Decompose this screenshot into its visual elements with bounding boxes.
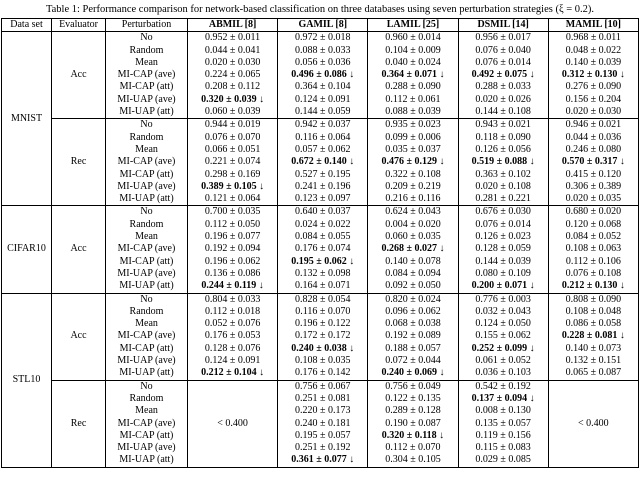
perturbation-label: MI-UAP (att) [106, 454, 188, 467]
value-cell: 0.268 ± 0.027 ↓ [368, 243, 458, 255]
value-cell: 0.116 ± 0.070 [278, 306, 368, 318]
value-cell: 0.135 ± 0.057 [458, 418, 548, 430]
value-cell: 0.190 ± 0.087 [368, 418, 458, 430]
value-cell: 0.096 ± 0.062 [368, 306, 458, 318]
value-cell: 0.943 ± 0.021 [458, 119, 548, 132]
value-cell: 0.144 ± 0.039 [458, 256, 548, 268]
value-cell: 0.061 ± 0.052 [458, 355, 548, 367]
value-cell: 0.156 ± 0.204 [548, 94, 638, 106]
value-cell: 0.240 ± 0.038 ↓ [278, 343, 368, 355]
perturbation-label: MI-CAP (ave) [106, 418, 188, 430]
value-cell: 0.570 ± 0.317 ↓ [548, 156, 638, 168]
perturbation-label: Mean [106, 318, 188, 330]
value-cell: 0.519 ± 0.088 ↓ [458, 156, 548, 168]
value-cell: 0.942 ± 0.037 [278, 119, 368, 132]
column-header: DSMIL [14] [458, 19, 548, 32]
value-cell: 0.115 ± 0.083 [458, 442, 548, 454]
value-cell: 0.020 ± 0.035 [548, 193, 638, 206]
value-cell: 0.112 ± 0.050 [188, 219, 278, 231]
value-cell: 0.072 ± 0.044 [368, 355, 458, 367]
value-cell: 0.040 ± 0.024 [368, 57, 458, 69]
perturbation-label: MI-UAP (ave) [106, 355, 188, 367]
value-cell: 0.121 ± 0.064 [188, 193, 278, 206]
dataset-label: MNIST [2, 32, 52, 206]
value-cell: 0.155 ± 0.062 [458, 330, 548, 342]
value-cell: 0.065 ± 0.087 [548, 367, 638, 380]
value-cell: 0.195 ± 0.062 ↓ [278, 256, 368, 268]
value-cell: 0.960 ± 0.014 [368, 32, 458, 45]
value-cell: 0.108 ± 0.035 [278, 355, 368, 367]
value-cell: 0.108 ± 0.063 [548, 243, 638, 255]
value-cell: 0.126 ± 0.056 [458, 144, 548, 156]
value-cell: 0.192 ± 0.094 [188, 243, 278, 255]
value-cell: 0.020 ± 0.026 [458, 94, 548, 106]
value-cell: 0.281 ± 0.221 [458, 193, 548, 206]
value-cell: 0.228 ± 0.081 ↓ [548, 330, 638, 342]
value-cell: 0.140 ± 0.073 [548, 343, 638, 355]
value-cell: 0.128 ± 0.076 [188, 343, 278, 355]
perturbation-label: MI-CAP (att) [106, 256, 188, 268]
value-cell: 0.140 ± 0.078 [368, 256, 458, 268]
value-cell: 0.076 ± 0.070 [188, 132, 278, 144]
value-cell: 0.322 ± 0.108 [368, 169, 458, 181]
value-cell: 0.057 ± 0.062 [278, 144, 368, 156]
value-cell: 0.476 ± 0.129 ↓ [368, 156, 458, 168]
value-cell: 0.080 ± 0.109 [458, 268, 548, 280]
perturbation-label: MI-CAP (ave) [106, 243, 188, 255]
value-cell: 0.092 ± 0.050 [368, 280, 458, 293]
value-cell: 0.068 ± 0.038 [368, 318, 458, 330]
value-cell: 0.120 ± 0.068 [548, 219, 638, 231]
perturbation-label: Mean [106, 144, 188, 156]
value-cell: 0.032 ± 0.043 [458, 306, 548, 318]
value-cell: 0.216 ± 0.116 [368, 193, 458, 206]
value-cell: 0.137 ± 0.094 ↓ [458, 393, 548, 405]
value-cell: 0.176 ± 0.142 [278, 367, 368, 380]
value-cell: 0.099 ± 0.006 [368, 132, 458, 144]
value-cell: 0.364 ± 0.104 [278, 81, 368, 93]
value-cell: 0.020 ± 0.030 [188, 57, 278, 69]
value-cell: 0.196 ± 0.077 [188, 231, 278, 243]
value-cell: 0.241 ± 0.196 [278, 181, 368, 193]
perturbation-label: MI-UAP (ave) [106, 181, 188, 193]
value-cell: 0.700 ± 0.035 [188, 206, 278, 219]
value-cell: 0.776 ± 0.003 [458, 293, 548, 306]
value-cell: 0.756 ± 0.049 [368, 380, 458, 393]
value-cell: 0.024 ± 0.022 [278, 219, 368, 231]
column-header: ABMIL [8] [188, 19, 278, 32]
perturbation-label: No [106, 119, 188, 132]
column-header: Evaluator [52, 19, 106, 32]
value-cell: 0.048 ± 0.022 [548, 45, 638, 57]
value-cell: 0.035 ± 0.037 [368, 144, 458, 156]
value-cell: 0.496 ± 0.086 ↓ [278, 69, 368, 81]
value-cell: 0.086 ± 0.058 [548, 318, 638, 330]
value-cell: 0.060 ± 0.035 [368, 231, 458, 243]
perturbation-label: Random [106, 45, 188, 57]
value-cell: 0.192 ± 0.089 [368, 330, 458, 342]
value-cell: 0.122 ± 0.135 [368, 393, 458, 405]
value-cell: 0.676 ± 0.030 [458, 206, 548, 219]
value-cell: 0.820 ± 0.024 [368, 293, 458, 306]
value-cell: 0.972 ± 0.018 [278, 32, 368, 45]
value-cell: 0.212 ± 0.104 ↓ [188, 367, 278, 380]
value-cell: 0.828 ± 0.054 [278, 293, 368, 306]
column-header: Perturbation [106, 19, 188, 32]
value-cell: 0.808 ± 0.090 [548, 293, 638, 306]
value-cell: 0.056 ± 0.036 [278, 57, 368, 69]
perturbation-label: MI-UAP (att) [106, 106, 188, 119]
table-header [2, 19, 639, 32]
perturbation-label: No [106, 380, 188, 393]
value-cell: 0.112 ± 0.106 [548, 256, 638, 268]
perturbation-label: MI-UAP (ave) [106, 442, 188, 454]
value-cell: 0.112 ± 0.070 [368, 442, 458, 454]
header-row [2, 19, 639, 32]
table-row [2, 119, 639, 132]
value-cell: 0.680 ± 0.020 [548, 206, 638, 219]
value-cell: 0.672 ± 0.140 ↓ [278, 156, 368, 168]
perturbation-label: MI-CAP (ave) [106, 330, 188, 342]
dataset-label: STL10 [2, 293, 52, 467]
value-cell: 0.252 ± 0.099 ↓ [458, 343, 548, 355]
perturbation-label: MI-UAP (att) [106, 367, 188, 380]
value-cell: 0.251 ± 0.081 [278, 393, 368, 405]
perturbation-label: Random [106, 393, 188, 405]
value-cell: 0.128 ± 0.059 [458, 243, 548, 255]
value-cell: 0.126 ± 0.023 [458, 231, 548, 243]
value-cell: 0.363 ± 0.102 [458, 169, 548, 181]
value-cell: 0.088 ± 0.039 [368, 106, 458, 119]
value-cell: 0.176 ± 0.074 [278, 243, 368, 255]
value-cell: 0.116 ± 0.064 [278, 132, 368, 144]
perturbation-label: MI-CAP (ave) [106, 156, 188, 168]
value-cell: 0.312 ± 0.130 ↓ [548, 69, 638, 81]
evaluator-label: Rec [52, 119, 106, 206]
value-cell: 0.144 ± 0.059 [278, 106, 368, 119]
value-cell: 0.361 ± 0.077 ↓ [278, 454, 368, 467]
value-cell: 0.220 ± 0.173 [278, 405, 368, 417]
dataset-label: CIFAR10 [2, 206, 52, 293]
perturbation-label: Mean [106, 57, 188, 69]
value-cell: 0.624 ± 0.043 [368, 206, 458, 219]
perturbation-label: No [106, 293, 188, 306]
perturbation-label: Random [106, 219, 188, 231]
value-cell: 0.542 ± 0.192 [458, 380, 548, 393]
value-cell: 0.066 ± 0.051 [188, 144, 278, 156]
value-cell: 0.288 ± 0.090 [368, 81, 458, 93]
value-cell: 0.008 ± 0.130 [458, 405, 548, 417]
value-cell: 0.124 ± 0.091 [278, 94, 368, 106]
value-cell: 0.132 ± 0.098 [278, 268, 368, 280]
value-cell: 0.119 ± 0.156 [458, 430, 548, 442]
value-cell: 0.076 ± 0.108 [548, 268, 638, 280]
perturbation-label: MI-UAP (att) [106, 193, 188, 206]
value-cell: 0.240 ± 0.181 [278, 418, 368, 430]
value-cell: 0.306 ± 0.389 [548, 181, 638, 193]
value-cell: 0.944 ± 0.019 [188, 119, 278, 132]
perturbation-label: MI-CAP (att) [106, 169, 188, 181]
value-cell: 0.124 ± 0.091 [188, 355, 278, 367]
perturbation-label: Mean [106, 405, 188, 417]
column-header: Data set [2, 19, 52, 32]
value-cell: 0.212 ± 0.130 ↓ [548, 280, 638, 293]
value-cell: 0.196 ± 0.122 [278, 318, 368, 330]
value-cell: 0.118 ± 0.090 [458, 132, 548, 144]
value-cell: 0.389 ± 0.105 ↓ [188, 181, 278, 193]
value-cell: 0.415 ± 0.120 [548, 169, 638, 181]
value-cell: 0.076 ± 0.014 [458, 57, 548, 69]
value-cell: 0.956 ± 0.017 [458, 32, 548, 45]
value-cell: 0.144 ± 0.108 [458, 106, 548, 119]
value-cell: 0.044 ± 0.041 [188, 45, 278, 57]
value-cell: 0.136 ± 0.086 [188, 268, 278, 280]
column-header: GAMIL [8] [278, 19, 368, 32]
perturbation-label: MI-UAP (ave) [106, 94, 188, 106]
value-cell: 0.195 ± 0.057 [278, 430, 368, 442]
value-cell: 0.076 ± 0.040 [458, 45, 548, 57]
perturbation-label: MI-CAP (ave) [106, 69, 188, 81]
perturbation-label: Random [106, 306, 188, 318]
perturbation-label: Random [106, 132, 188, 144]
evaluator-label: Acc [52, 206, 106, 293]
value-cell: 0.108 ± 0.048 [548, 306, 638, 318]
value-cell: 0.020 ± 0.108 [458, 181, 548, 193]
value-cell: 0.176 ± 0.053 [188, 330, 278, 342]
value-cell: 0.140 ± 0.039 [548, 57, 638, 69]
value-cell: 0.076 ± 0.014 [458, 219, 548, 231]
value-cell: 0.060 ± 0.039 [188, 106, 278, 119]
results-table [1, 18, 639, 468]
value-cell-spanned: < 0.400 [188, 380, 278, 467]
value-cell: 0.492 ± 0.075 ↓ [458, 69, 548, 81]
perturbation-label: MI-UAP (ave) [106, 268, 188, 280]
value-cell: 0.200 ± 0.071 ↓ [458, 280, 548, 293]
table-caption: Table 1: Performance comparison for network-based classification on three databases using seven perturbation strategies (ξ = 0.2). [45, 4, 595, 15]
table-row [2, 206, 639, 219]
value-cell: 0.124 ± 0.050 [458, 318, 548, 330]
perturbation-label: MI-CAP (att) [106, 343, 188, 355]
value-cell: 0.052 ± 0.076 [188, 318, 278, 330]
value-cell: 0.020 ± 0.030 [548, 106, 638, 119]
column-header: LAMIL [25] [368, 19, 458, 32]
value-cell: 0.172 ± 0.172 [278, 330, 368, 342]
value-cell: 0.036 ± 0.103 [458, 367, 548, 380]
value-cell: 0.527 ± 0.195 [278, 169, 368, 181]
perturbation-label: No [106, 206, 188, 219]
value-cell: 0.251 ± 0.192 [278, 442, 368, 454]
table-body [2, 32, 639, 467]
value-cell: 0.276 ± 0.090 [548, 81, 638, 93]
value-cell: 0.084 ± 0.055 [278, 231, 368, 243]
value-cell: 0.084 ± 0.094 [368, 268, 458, 280]
value-cell: 0.196 ± 0.062 [188, 256, 278, 268]
value-cell: 0.208 ± 0.112 [188, 81, 278, 93]
value-cell: 0.246 ± 0.080 [548, 144, 638, 156]
value-cell: 0.946 ± 0.021 [548, 119, 638, 132]
value-cell-spanned: < 0.400 [548, 380, 638, 467]
table-row [2, 293, 639, 306]
value-cell: 0.188 ± 0.057 [368, 343, 458, 355]
value-cell: 0.224 ± 0.065 [188, 69, 278, 81]
value-cell: 0.004 ± 0.020 [368, 219, 458, 231]
perturbation-label: No [106, 32, 188, 45]
value-cell: 0.364 ± 0.071 ↓ [368, 69, 458, 81]
value-cell: 0.221 ± 0.074 [188, 156, 278, 168]
value-cell: 0.289 ± 0.128 [368, 405, 458, 417]
value-cell: 0.240 ± 0.069 ↓ [368, 367, 458, 380]
value-cell: 0.804 ± 0.033 [188, 293, 278, 306]
table-row [2, 380, 639, 393]
value-cell: 0.164 ± 0.071 [278, 280, 368, 293]
value-cell: 0.640 ± 0.037 [278, 206, 368, 219]
table-row [2, 32, 639, 45]
value-cell: 0.104 ± 0.009 [368, 45, 458, 57]
value-cell: 0.968 ± 0.011 [548, 32, 638, 45]
value-cell: 0.132 ± 0.151 [548, 355, 638, 367]
value-cell: 0.123 ± 0.097 [278, 193, 368, 206]
value-cell: 0.112 ± 0.018 [188, 306, 278, 318]
value-cell: 0.320 ± 0.118 ↓ [368, 430, 458, 442]
value-cell: 0.029 ± 0.085 [458, 454, 548, 467]
value-cell: 0.112 ± 0.061 [368, 94, 458, 106]
value-cell: 0.320 ± 0.039 ↓ [188, 94, 278, 106]
value-cell: 0.298 ± 0.169 [188, 169, 278, 181]
perturbation-label: Mean [106, 231, 188, 243]
value-cell: 0.084 ± 0.052 [548, 231, 638, 243]
perturbation-label: MI-CAP (att) [106, 430, 188, 442]
evaluator-label: Acc [52, 32, 106, 119]
value-cell: 0.244 ± 0.119 ↓ [188, 280, 278, 293]
value-cell: 0.304 ± 0.105 [368, 454, 458, 467]
evaluator-label: Rec [52, 380, 106, 467]
value-cell: 0.288 ± 0.033 [458, 81, 548, 93]
value-cell: 0.756 ± 0.067 [278, 380, 368, 393]
evaluator-label: Acc [52, 293, 106, 380]
value-cell: 0.209 ± 0.219 [368, 181, 458, 193]
perturbation-label: MI-CAP (att) [106, 81, 188, 93]
value-cell: 0.044 ± 0.036 [548, 132, 638, 144]
column-header: MAMIL [10] [548, 19, 638, 32]
value-cell: 0.952 ± 0.011 [188, 32, 278, 45]
value-cell: 0.935 ± 0.023 [368, 119, 458, 132]
value-cell: 0.088 ± 0.033 [278, 45, 368, 57]
perturbation-label: MI-UAP (att) [106, 280, 188, 293]
